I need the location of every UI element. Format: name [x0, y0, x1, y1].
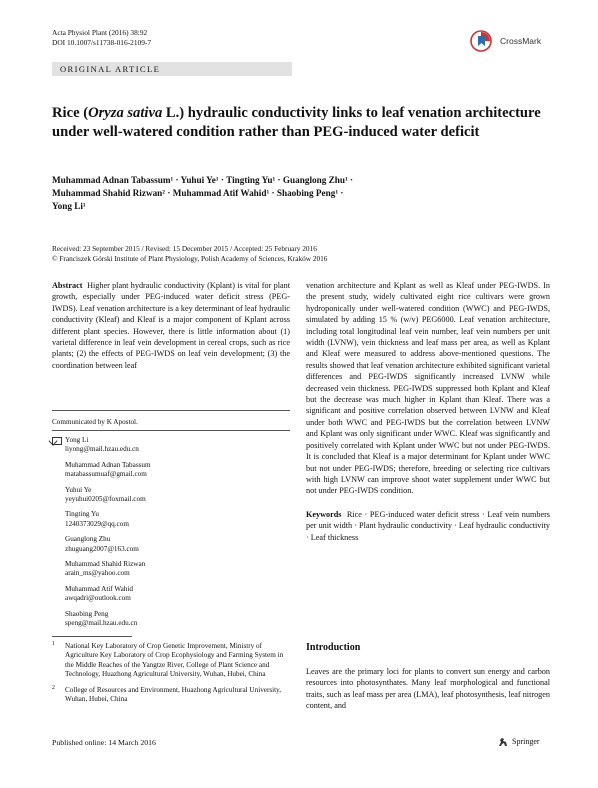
correspondence-email[interactable]: matabassumuaf@gmail.com [65, 470, 147, 479]
correspondence-name: Muhammad Adnan Tabassum [65, 460, 151, 469]
abstract-label: Abstract [52, 281, 83, 290]
correspondence-entry [52, 610, 292, 629]
correspondence-entry [52, 486, 292, 505]
abstract-text-right: venation architecture and Kplant as well as Kleaf under PEG-IWDS. In the present study, widely cultivated eight rice cultivars were grown hydroponically under well-watered condition (WWC) and PEG-IWDS, simulated by adding 15 % (w/v) PEG6000. Leaf venation architecture, including total longitudinal leaf vein number, leaf vein numbers per unit width (LVNW), vein thickness and leaf mass per area, as well as Kplant and Kleaf were measured to address above-mentioned questions. The results showed that leaf venation architecture exhibited significant varietal differences and PEG-IWDS significantly increased LVNW while decreased vein thickness. PEG-IWDS suppressed both Kplant and Kleaf but the decrease was much higher in Kplant than Kleaf. There was a significant and positive correlation observed between LVNW and Kleaf under both WWC and PEG-IWDS but the correlation between LVNW and Kplant was only significant under WWC. Kleaf was significantly and positively correlated with Kplant under WWC but not under PEG-IWDS. It is concluded that Kleaf is a major determinant for Kplant under WWC but not under PEG-IWDS; therefore, breeding or selecting rice cultivars with high LVNW can improve shoot water supplement under WWC but not under PEG-IWDS condition. [306, 281, 550, 496]
affiliation-entry [52, 642, 292, 680]
received-dates: Received: 23 September 2015 / Revised: 15 December 2015 / Accepted: 25 February 2016 [52, 244, 317, 253]
correspondence-email[interactable]: speng@mail.hzau.edu.cn [65, 619, 138, 628]
journal-citation: Acta Physiol Plant (2016) 38:92 [52, 28, 148, 37]
abstract-left-column [52, 280, 290, 371]
keywords-block [306, 509, 550, 543]
correspondence-name: Yong Li [65, 436, 89, 444]
abstract-text-left: Higher plant hydraulic conductivity (Kplant) is vital for plant growth, especially under PEG-induced water deficit stress (PEG-IWDS). Leaf venation architecture is a key determinant of leaf hydraulic conductivity (Kleaf) and Kleaf is a major component of Kplant across different plant species. However, there is little information about (1) varietal difference in leaf vein development in cereal crops, such as rice plants; (2) the effects of PEG-IWDS on leaf vein development; (3) the coordination between leaf [52, 281, 291, 370]
correspondence-entry [52, 510, 292, 529]
correspondence-entry [52, 461, 292, 480]
correspondence-email[interactable]: arain_ms@yahoo.com [65, 569, 130, 578]
correspondence-name: Tingting Yu [65, 510, 100, 519]
published-online: Published online: 14 March 2016 [52, 738, 156, 747]
affiliation-rule [52, 636, 132, 637]
correspondence-email[interactable]: zhuguang2007@163.com [65, 544, 139, 553]
authors-line-3: Yong Li¹ [52, 201, 86, 211]
correspondence-entry [52, 436, 292, 455]
envelope-icon [52, 437, 62, 445]
affiliation-text: National Key Laboratory of Crop Genetic Improvement, Ministry of Agriculture Key Laboratory of Crop Ecophysiology and Farming System in the Middle Reaches of the Yangtze River, College of Plant Science and Technology, Huazhong Agricultural University, Wuhan, Hubei, China [65, 642, 284, 679]
keywords-label: Keywords [306, 509, 342, 519]
correspondence-email[interactable]: 1240373029@qq.com [65, 519, 129, 528]
section-banner-label: ORIGINAL ARTICLE [60, 64, 161, 74]
correspondence-entry [52, 560, 292, 579]
authors-line-2: Muhammad Shahid Rizwan² · Muhammad Atif Wahid¹ · Shaobing Peng¹ · [52, 188, 344, 198]
correspondence-entry [52, 535, 292, 554]
correspondence-name: Muhammad Atif Wahid [65, 584, 133, 593]
crossmark-icon [470, 30, 496, 52]
affiliation-number: 1 [52, 641, 55, 647]
communicated-rule [52, 410, 290, 411]
doi: DOI 10.1007/s11738-016-2109-7 [52, 38, 152, 47]
affiliation-text: College of Resources and Environment, Huazhong Agricultural University, Wuhan, Hubei, China [65, 685, 282, 704]
communicated-note: Communicated by K Apostol. [52, 418, 138, 426]
affiliation-entry [52, 686, 292, 705]
springer-horse-icon [498, 737, 508, 747]
correspondence-name: Yuhui Ye [65, 485, 92, 494]
authors-line-1: Muhammad Adnan Tabassum¹ · Yuhui Ye¹ · Tingting Yu¹ · Guanglong Zhu¹ · [52, 175, 354, 185]
correspondence-entry [52, 585, 292, 604]
abstract-right-column [306, 280, 550, 543]
introduction-heading: Introduction [306, 642, 361, 653]
journal-meta [52, 28, 352, 48]
correspondence-name: Shaobing Peng [65, 609, 109, 618]
copyright-line: © Franciszek Górski Institute of Plant Physiology, Polish Academy of Sciences, Kraków 2016 [52, 254, 328, 264]
section-banner [52, 62, 292, 76]
introduction-text: Leaves are the primary loci for plants to convert sun energy and carbon resources into photosynthates. Many leaf morphological and functional traits, such as leaf mass per area (LMA), leaf photosynthesis, leaf nitrogen content, and [306, 667, 550, 711]
correspondence-rule [52, 430, 290, 431]
correspondence-name: Guanglong Zhu [65, 535, 111, 544]
author-list [52, 174, 512, 213]
springer-label: Springer [512, 737, 540, 746]
article-title: Rice (Oryza sativa L.) hydraulic conductivity links to leaf venation architecture under well-watered condition rather than PEG-induced water deficit [52, 105, 541, 140]
affiliation-list [52, 642, 292, 710]
correspondence-name: Muhammad Shahid Rizwan [65, 560, 146, 569]
correspondence-email[interactable]: liyong@mail.hzau.edu.cn [65, 445, 139, 454]
correspondence-email[interactable]: yeyuhui0205@foxmail.com [65, 495, 146, 504]
springer-logo [498, 736, 558, 750]
correspondence-email[interactable]: awqadri@outlook.com [65, 594, 131, 603]
affiliation-number: 2 [52, 684, 55, 691]
article-dates [52, 244, 452, 264]
crossmark-label: CrossMark [500, 36, 542, 46]
crossmark-badge[interactable] [470, 30, 550, 52]
keywords-text: Rice · PEG-induced water deficit stress · Leaf vein numbers per unit width · Plant hydraulic conductivity · Leaf hydraulic conductivity · Leaf thickness [306, 509, 550, 542]
correspondence-list [52, 436, 292, 635]
